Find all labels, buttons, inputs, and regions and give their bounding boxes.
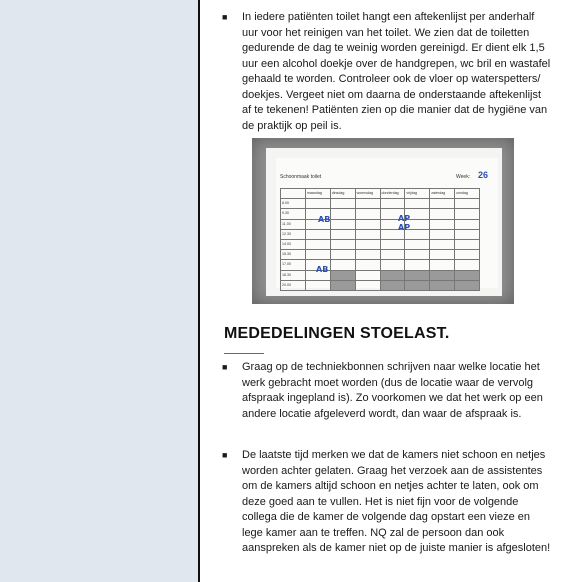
- grid-day: donderdag: [380, 189, 405, 199]
- grid-row: [281, 280, 480, 290]
- grid-row: [281, 209, 480, 219]
- grid-day: vrijdag: [405, 189, 430, 199]
- grid-row: [281, 239, 480, 249]
- bullet-text: Graag op de techniekbonnen schrijven naar welke locatie het werk gebracht moet worden (dus de locatie waar de vervolg afspraak ingepland is). Zo voorkomen we dat het werk op een andere locatie afgeleverd wordt, dan waar de afspraak is.: [242, 361, 543, 420]
- handwritten-initials: AP: [398, 214, 411, 223]
- heading-underline: [224, 353, 264, 354]
- document-content: [200, 0, 566, 582]
- grid-day: woensdag: [355, 189, 380, 199]
- bullet-text: De laatste tijd merken we dat de kamers niet schoon en netjes worden achter gelaten. Graag het verzoek aan de assistentes om de kamers altijd schoon en netjes achter te laten, ook om deze goed aan te vullen. Het is niet fijn voor de volgende collega die de kamer de volgende dag opstart een vieze en lege kamer aan te treffen. NQ zal de persoon dan ook aanspreken als de kamer niet op de juiste manier is afgesloten!: [242, 449, 551, 554]
- sheet-week-label: Week:: [456, 174, 471, 180]
- grid-row: [281, 199, 480, 209]
- grid-time: 12.30: [281, 229, 306, 239]
- cleaning-checklist-photo: [252, 138, 514, 304]
- sheet-title: Schoonmaak toilet: [280, 174, 322, 180]
- section-heading: MEDEDELINGEN STOELAST.: [224, 325, 450, 342]
- bullet-text: In iedere patiënten toilet hangt een aftekenlijst per anderhalf uur voor het reinigen van het toilet. We zien dat de toiletten gedurende de dag te weinig worden gereinigd. Er dient elk 1,5 uur een alcohol doekje over de handgrepen, wc bril en wastafel gehaald te worden. Controleer ook de vloer op waterspetters/ doekjes. Vergeet niet om daarna de onderstaande aftekenlijst af te tekenen! Patiënten zien op die manier dat de hygiëne van de praktijk op peil is.: [242, 11, 551, 132]
- left-sidebar-panel: [0, 0, 198, 582]
- grid-time: 11.00: [281, 219, 306, 229]
- grid-row: [281, 250, 480, 260]
- grid-time: 8.00: [281, 199, 306, 209]
- grid-time: 9.30: [281, 209, 306, 219]
- grid-corner: [281, 189, 306, 199]
- grid-time: 15.30: [281, 250, 306, 260]
- grid-day: dinsdag: [330, 189, 355, 199]
- handwritten-initials: AB: [316, 265, 329, 274]
- list-item-clean-rooms: [222, 448, 552, 557]
- grid-time: 17.00: [281, 260, 306, 270]
- grid-day: zaterdag: [430, 189, 455, 199]
- sheet-week-value: 26: [478, 170, 489, 180]
- grid-row: [281, 219, 480, 229]
- list-item-toilet-cleaning: [222, 10, 552, 134]
- bullet-square-icon: ■: [222, 362, 228, 372]
- handwritten-initials: AB: [318, 215, 331, 224]
- bullet-square-icon: ■: [222, 12, 228, 22]
- grid-row: [281, 260, 480, 270]
- checklist-grid: [280, 188, 480, 291]
- handwritten-initials: AP: [398, 223, 411, 232]
- grid-row: [281, 229, 480, 239]
- grid-time: 20.00: [281, 280, 306, 290]
- list-item-technique-vouchers: [222, 360, 552, 422]
- grid-day: zondag: [455, 189, 480, 199]
- grid-time: 18.30: [281, 270, 306, 280]
- photo-whiteboard: [266, 148, 502, 296]
- grid-row: [281, 270, 480, 280]
- grid-header-row: [281, 189, 480, 199]
- grid-time: 14.00: [281, 239, 306, 249]
- grid-day: maandag: [305, 189, 330, 199]
- bullet-square-icon: ■: [222, 450, 228, 460]
